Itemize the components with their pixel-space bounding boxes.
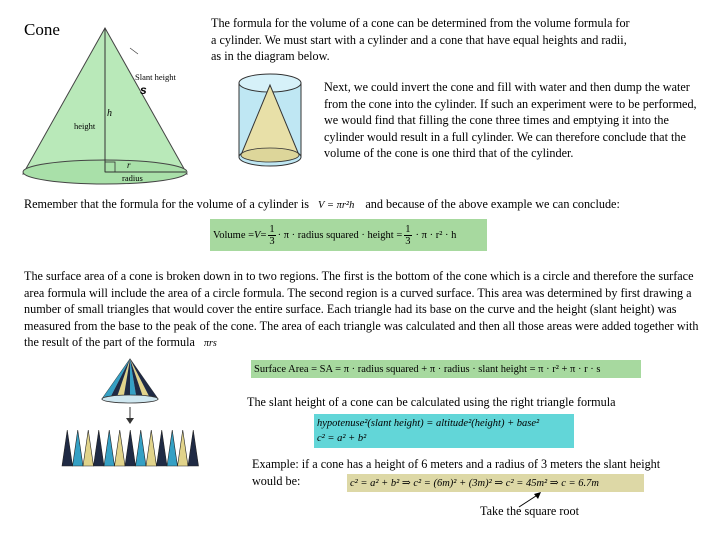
example-paragraph: Example: if a cone has a height of 6 meters and a radius of 3 meters the slant height would be: bbox=[252, 457, 661, 488]
r-label: r bbox=[127, 160, 131, 170]
volume-fraction bbox=[268, 224, 275, 247]
hypotenuse-formula: hypotenuse²(slant height) = altitude²(height) + base² bbox=[317, 418, 540, 429]
height-label: height bbox=[74, 121, 96, 131]
surface-triangle bbox=[178, 430, 189, 466]
remember-after: and because of the above example we can conclude: bbox=[365, 197, 620, 211]
surface-area-box: Surface Area = SA = π · radius squared + π · radius · slant height = π · r² + π · r · s bbox=[251, 360, 641, 378]
surface-text: The surface area of a cone is broken down in to two regions. The first is the bottom of the cone which is a circle and therefore the surface area formula will include the area of a circle formula. The second region is a curved surface. This area was determined by first drawing a number of small triangles that would cover the entire surface. Each triangle had its base on the curve and the height (slant height) was measured from the base to the peak of the cone. The area of each triangle was calculated and then all those areas were added together with the result of the part of the formula bbox=[24, 269, 699, 349]
volume-lead: Volume = bbox=[213, 229, 255, 241]
surface-triangle bbox=[188, 430, 199, 466]
frac2-num: 1 bbox=[405, 223, 411, 235]
remember-line bbox=[24, 196, 620, 215]
surface-triangle bbox=[136, 430, 147, 466]
pythagorean-formula: c² = a² + b² bbox=[317, 433, 367, 444]
volume-fraction-2 bbox=[404, 224, 411, 247]
frac-den: 3 bbox=[269, 235, 275, 247]
frac-num: 1 bbox=[269, 223, 275, 235]
square-root-note: Take the square root bbox=[480, 504, 579, 518]
volume-eq: = bbox=[260, 229, 267, 241]
volume-formula-box bbox=[210, 219, 487, 251]
surface-triangle bbox=[125, 430, 136, 466]
surface-triangle bbox=[94, 430, 105, 466]
surface-triangle bbox=[83, 430, 94, 466]
cone-diagram bbox=[20, 26, 190, 186]
surface-triangle bbox=[73, 430, 84, 466]
surface-triangle bbox=[146, 430, 157, 466]
surface-triangle bbox=[115, 430, 126, 466]
volume-tail: · π · r² · h bbox=[415, 229, 457, 241]
cylinder-diagram bbox=[236, 73, 306, 171]
radius-label: radius bbox=[122, 173, 143, 183]
surface-triangle bbox=[62, 430, 73, 466]
surface-triangle bbox=[167, 430, 178, 466]
frac2-den: 3 bbox=[405, 235, 411, 247]
striped-cone-diagram bbox=[98, 357, 162, 427]
volume-v: V bbox=[254, 229, 261, 241]
pi-rs-formula: πrs bbox=[203, 338, 217, 349]
volume-mid: · π · radius squared · height = bbox=[277, 229, 403, 241]
down-arrow-head bbox=[126, 418, 134, 424]
remember-before: Remember that the formula for the volume of a cylinder is bbox=[24, 197, 309, 211]
slant-pointer bbox=[130, 48, 138, 54]
example-formula-box: c² = a² + b² ⇒ c² = (6m)² + (3m)² ⇒ c² = 45m² ⇒ c = 6.7m bbox=[347, 474, 644, 492]
surface-triangle bbox=[104, 430, 115, 466]
s-label: s bbox=[140, 83, 147, 97]
inner-cone-base bbox=[241, 148, 299, 162]
page-title: Cone bbox=[24, 20, 60, 39]
cylinder-formula: V = πr²h bbox=[318, 200, 355, 211]
surface-triangle bbox=[157, 430, 168, 466]
unrolled-triangles bbox=[60, 428, 200, 468]
slant-paragraph: The slant height of a cone can be calculated using the right triangle formula bbox=[247, 395, 616, 409]
hypotenuse-box bbox=[314, 414, 574, 448]
slant-height-label: Slant height bbox=[135, 72, 176, 82]
intro-paragraph: The formula for the volume of a cone can be determined from the volume formula for a cylinder. We must start with a cylinder and a cone that have equal heights and radii, as in the diagram below. bbox=[211, 16, 630, 63]
invert-paragraph: Next, we could invert the cone and fill with water and then dump the water from the cone into the cylinder. If such an experiment were to be performed, we would find that filling the cone three times and emptying it into the cylinder would result in a full cylinder. We can therefore conclude that the volume of the cone is one third that of the cylinder. bbox=[324, 80, 697, 160]
striped-cone-base bbox=[102, 395, 158, 403]
h-label: h bbox=[107, 108, 112, 119]
surface-paragraph bbox=[24, 268, 700, 353]
